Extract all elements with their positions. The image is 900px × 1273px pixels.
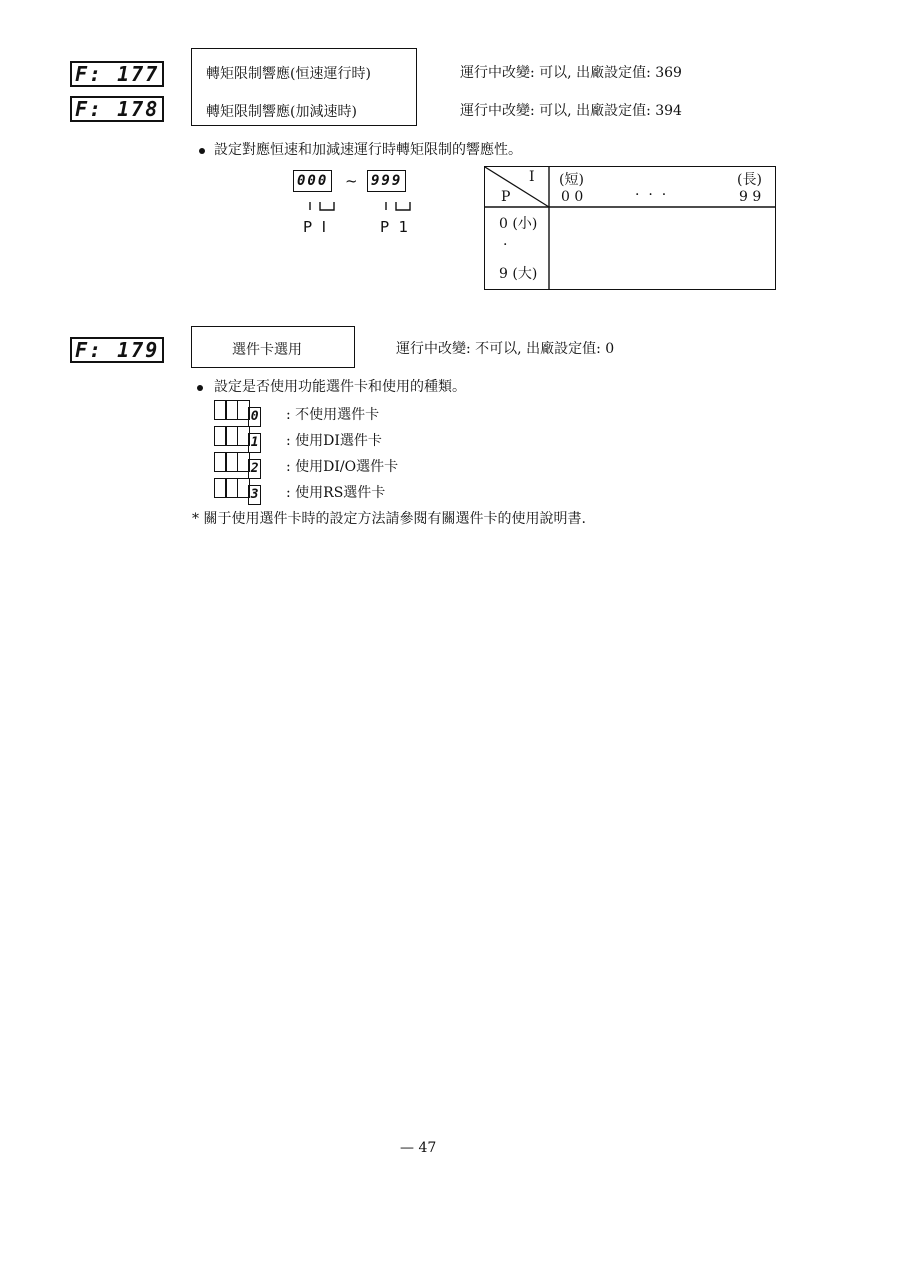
- table-row-large: 9 (大): [499, 266, 538, 282]
- digit-cell-value: 0: [248, 407, 261, 427]
- table-row-dots: ·: [503, 237, 508, 253]
- response-table: [484, 166, 776, 290]
- note-option-card: 設定是否使用功能選件卡和使用的種類。: [214, 379, 466, 395]
- param-code-display-178: F: 178: [70, 96, 164, 122]
- param-name-179: 選件卡選用: [232, 342, 302, 358]
- bullet-icon: [199, 148, 205, 154]
- footnote: * 關于使用選件卡時的設定方法請參閱有關選件卡的使用說明書.: [192, 511, 586, 527]
- option-text: : 不使用選件卡: [286, 407, 380, 423]
- option-item: [214, 400, 260, 427]
- option-text: : 使用DI/O選件卡: [286, 459, 399, 475]
- range-tilde: ~: [345, 172, 358, 190]
- table-corner-bottom: P: [501, 189, 511, 205]
- table-row-small: 0 (小): [499, 216, 538, 232]
- param-info-179: 運行中改變: 不可以, 出廠設定值: 0: [396, 341, 615, 357]
- digit-cell-value: 2: [248, 459, 261, 479]
- param-name-178: 轉矩限制響應(加減速時): [206, 104, 357, 120]
- param-name-box-179: [191, 326, 355, 368]
- range-label-left: P I: [303, 218, 327, 236]
- option-item: [214, 426, 260, 453]
- param-code-display-179: F: 179: [70, 337, 164, 363]
- option-item: [214, 478, 260, 505]
- note-response: 設定對應恒速和加減速運行時轉矩限制的響應性。: [214, 142, 522, 158]
- table-col-dots: · · ·: [635, 187, 667, 203]
- bullet-icon: [197, 385, 203, 391]
- param-name-177: 轉矩限制響應(恒速運行時): [206, 66, 371, 82]
- digit-cell-value: 1: [248, 433, 261, 453]
- range-label-right: P 1: [380, 218, 409, 236]
- table-col-short: (短): [559, 172, 584, 188]
- range-display: [293, 170, 423, 194]
- table-corner-top: I: [529, 169, 535, 185]
- param-info-177: 運行中改變: 可以, 出廠設定值: 369: [460, 65, 682, 81]
- digit-cell-value: 3: [248, 485, 261, 505]
- table-col-end: 9 9: [739, 189, 762, 205]
- param-code-display-177: F: 177: [70, 61, 164, 87]
- range-from: 000: [293, 170, 332, 192]
- param-info-178: 運行中改變: 可以, 出廠設定值: 394: [460, 103, 682, 119]
- range-to: 999: [367, 170, 406, 192]
- option-item: [214, 452, 260, 479]
- table-col-long: (長): [737, 172, 762, 188]
- range-brackets: [300, 200, 420, 216]
- option-text: : 使用DI選件卡: [286, 433, 382, 449]
- page-number: — 47: [400, 1140, 437, 1156]
- option-text: : 使用RS選件卡: [286, 485, 386, 501]
- param-name-box: [191, 48, 417, 126]
- table-col-start: 0 0: [561, 189, 584, 205]
